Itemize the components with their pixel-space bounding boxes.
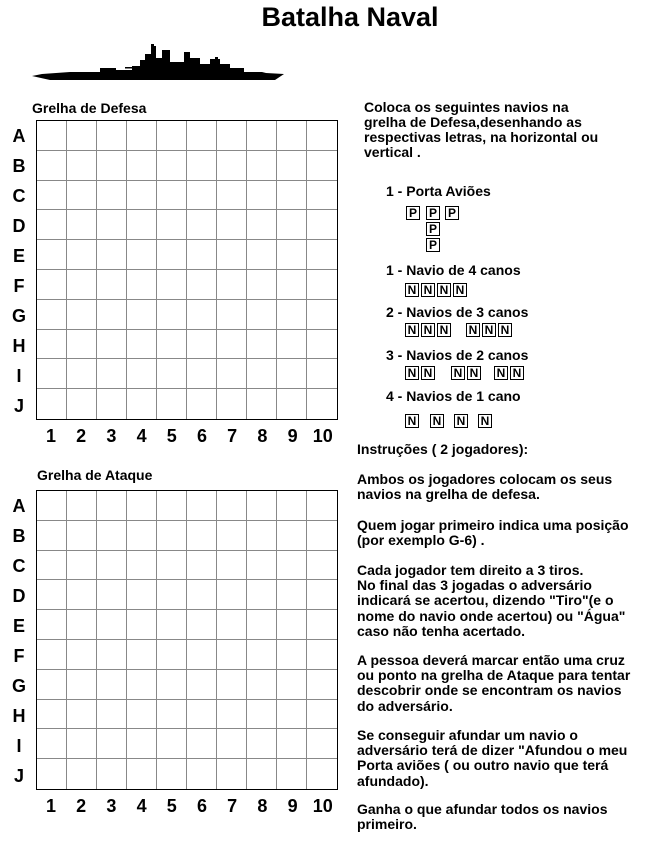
defense-grid-cell[interactable] [157, 210, 187, 240]
defense-grid-cell[interactable] [67, 359, 97, 389]
defense-grid-cell[interactable] [277, 121, 307, 151]
attack-grid-cell[interactable] [187, 729, 217, 759]
attack-grid-cell[interactable] [187, 521, 217, 551]
attack-grid-cell[interactable] [307, 610, 337, 640]
attack-grid-cell[interactable] [157, 670, 187, 700]
col-label: 6 [196, 796, 207, 816]
defense-grid-cell[interactable] [127, 359, 157, 389]
defense-grid-cell[interactable] [247, 210, 277, 240]
attack-grid-cell[interactable] [277, 551, 307, 581]
row-label: C [12, 556, 26, 576]
defense-grid-cell[interactable] [187, 389, 217, 419]
row-label: F [13, 646, 25, 666]
defense-grid-cell[interactable] [187, 359, 217, 389]
attack-grid-cell[interactable] [37, 729, 67, 759]
defense-grid-cell[interactable] [127, 270, 157, 300]
defense-grid-cell[interactable] [157, 181, 187, 211]
ship-cell: N [421, 323, 435, 337]
attack-grid[interactable] [36, 490, 338, 790]
defense-grid-cell[interactable] [307, 359, 337, 389]
attack-grid-cell[interactable] [37, 640, 67, 670]
defense-grid-cell[interactable] [277, 389, 307, 419]
attack-grid-cell[interactable] [127, 580, 157, 610]
defense-grid-cell[interactable] [277, 300, 307, 330]
defense-grid-cell[interactable] [217, 151, 247, 181]
defense-grid-cell[interactable] [307, 210, 337, 240]
defense-grid-cell[interactable] [97, 389, 127, 419]
row-label: J [13, 396, 24, 416]
attack-grid-cell[interactable] [187, 551, 217, 581]
defense-grid-cell[interactable] [37, 151, 67, 181]
attack-grid-cell[interactable] [307, 759, 337, 789]
defense-grid-cell[interactable] [97, 151, 127, 181]
attack-grid-cell[interactable] [187, 491, 217, 521]
col-label: 5 [166, 796, 177, 816]
col-label: 9 [287, 426, 298, 446]
attack-grid-cell[interactable] [37, 670, 67, 700]
attack-grid-cell[interactable] [97, 580, 127, 610]
defense-grid-cell[interactable] [277, 359, 307, 389]
attack-grid-cell[interactable] [67, 551, 97, 581]
defense-grid-cell[interactable] [217, 270, 247, 300]
attack-grid-cell[interactable] [277, 580, 307, 610]
defense-grid-cell[interactable] [127, 300, 157, 330]
intro-text: Coloca os seguintes navios na grelha de Defesa,desenhando as respectivas letras, na horizontal ou vertical . [364, 99, 599, 160]
attack-grid-cell[interactable] [217, 491, 247, 521]
defense-grid-cell[interactable] [247, 359, 277, 389]
defense-grid-cell[interactable] [97, 121, 127, 151]
defense-grid-cell[interactable] [37, 121, 67, 151]
attack-grid-cell[interactable] [307, 551, 337, 581]
defense-grid-cell[interactable] [247, 270, 277, 300]
defense-grid-cell[interactable] [217, 389, 247, 419]
col-label: 3 [106, 426, 117, 446]
col-label: 7 [227, 796, 238, 816]
defense-grid-cell[interactable] [67, 300, 97, 330]
attack-grid-cell[interactable] [247, 729, 277, 759]
row-label: B [12, 156, 26, 176]
attack-grid-cell[interactable] [247, 580, 277, 610]
attack-grid-cell[interactable] [277, 610, 307, 640]
instructions-paragraph: Quem jogar primeiro indica uma posição (por exemplo G-6) . [357, 517, 629, 549]
attack-grid-cell[interactable] [67, 580, 97, 610]
attack-grid-cell[interactable] [247, 521, 277, 551]
attack-grid-cell[interactable] [307, 729, 337, 759]
defense-grid-cell[interactable] [37, 359, 67, 389]
defense-grid-cell[interactable] [247, 121, 277, 151]
defense-grid-cell[interactable] [247, 389, 277, 419]
attack-grid-cell[interactable] [157, 610, 187, 640]
attack-grid-cell[interactable] [127, 491, 157, 521]
ship-cell: N [454, 414, 468, 428]
defense-grid-cell[interactable] [97, 240, 127, 270]
defense-grid-cell[interactable] [97, 300, 127, 330]
attack-grid-cell[interactable] [37, 610, 67, 640]
defense-grid-cell[interactable] [217, 240, 247, 270]
attack-grid-cell[interactable] [97, 521, 127, 551]
attack-grid-cell[interactable] [127, 700, 157, 730]
attack-grid-cell[interactable] [97, 610, 127, 640]
ship-cell: N [437, 323, 451, 337]
attack-grid-cell[interactable] [187, 580, 217, 610]
defense-grid-cell[interactable] [127, 181, 157, 211]
attack-grid-cell[interactable] [277, 729, 307, 759]
instructions-paragraph: Ambos os jogadores colocam os seus navios na grelha de defesa. [357, 471, 613, 503]
attack-grid-cell[interactable] [67, 610, 97, 640]
ship-cell: N [430, 414, 444, 428]
ship-cell: P [406, 206, 420, 220]
attack-grid-cell[interactable] [247, 551, 277, 581]
attack-grid-cell[interactable] [97, 729, 127, 759]
instructions-paragraph: Ganha o que afundar todos os navios primeiro. [357, 801, 608, 833]
defense-grid-cell[interactable] [97, 330, 127, 360]
ship-cell: N [405, 414, 419, 428]
attack-grid-cell[interactable] [67, 640, 97, 670]
col-label: 6 [196, 426, 207, 446]
row-label: H [12, 336, 26, 356]
defense-grid-cell[interactable] [97, 210, 127, 240]
attack-grid-cell[interactable] [127, 551, 157, 581]
attack-grid-cell[interactable] [67, 670, 97, 700]
ship-cell: N [466, 323, 480, 337]
row-label: D [12, 586, 26, 606]
defense-grid-cell[interactable] [307, 389, 337, 419]
attack-grid-cell[interactable] [307, 580, 337, 610]
attack-grid-cell[interactable] [67, 521, 97, 551]
defense-grid-cell[interactable] [277, 330, 307, 360]
defense-grid-cell[interactable] [97, 181, 127, 211]
attack-grid-cell[interactable] [67, 700, 97, 730]
defense-grid-cell[interactable] [187, 330, 217, 360]
attack-grid-cell[interactable] [127, 610, 157, 640]
ship-cell: N [482, 323, 496, 337]
ship-cell: N [467, 366, 481, 380]
attack-grid-cell[interactable] [187, 670, 217, 700]
defense-grid-cell[interactable] [187, 181, 217, 211]
attack-grid-cell[interactable] [307, 700, 337, 730]
col-label: 9 [287, 796, 298, 816]
defense-grid-title: Grelha de Defesa [32, 100, 147, 116]
attack-grid-cell[interactable] [37, 491, 67, 521]
col-label: 8 [257, 796, 268, 816]
attack-grid-cell[interactable] [247, 759, 277, 789]
attack-grid-cell[interactable] [97, 551, 127, 581]
attack-grid-cell[interactable] [97, 700, 127, 730]
attack-grid-title: Grelha de Ataque [37, 467, 153, 483]
defense-grid-cell[interactable] [37, 300, 67, 330]
defense-grid-cell[interactable] [247, 330, 277, 360]
battleship-icon [30, 42, 285, 90]
defense-grid-cell[interactable] [157, 151, 187, 181]
col-label: 4 [136, 796, 147, 816]
attack-grid-cell[interactable] [307, 491, 337, 521]
attack-grid-cell[interactable] [307, 670, 337, 700]
col-label: 10 [312, 426, 333, 446]
defense-grid-cell[interactable] [67, 151, 97, 181]
defense-grid-cell[interactable] [277, 181, 307, 211]
attack-grid-cell[interactable] [277, 521, 307, 551]
row-label: J [13, 766, 24, 786]
defense-grid-cell[interactable] [217, 210, 247, 240]
attack-grid-cell[interactable] [187, 759, 217, 789]
ship-cell: N [451, 366, 465, 380]
defense-grid-cell[interactable] [157, 270, 187, 300]
row-label: B [12, 526, 26, 546]
attack-grid-cell[interactable] [97, 670, 127, 700]
row-label: E [12, 616, 25, 636]
ship-one-label: 4 - Navios de 1 cano [386, 388, 521, 404]
attack-grid-cell[interactable] [217, 580, 247, 610]
defense-grid-cell[interactable] [157, 330, 187, 360]
defense-grid-cell[interactable] [217, 181, 247, 211]
attack-grid-cell[interactable] [277, 759, 307, 789]
defense-grid-cell[interactable] [67, 330, 97, 360]
defense-grid[interactable] [36, 120, 338, 420]
defense-grid-cell[interactable] [187, 121, 217, 151]
defense-grid-cell[interactable] [277, 240, 307, 270]
attack-grid-cell[interactable] [37, 580, 67, 610]
attack-grid-cell[interactable] [127, 729, 157, 759]
attack-grid-cell[interactable] [157, 521, 187, 551]
attack-grid-cell[interactable] [157, 759, 187, 789]
defense-grid-cell[interactable] [157, 389, 187, 419]
defense-grid-cell[interactable] [127, 210, 157, 240]
col-label: 2 [76, 426, 87, 446]
defense-grid-cell[interactable] [217, 121, 247, 151]
attack-grid-cell[interactable] [157, 491, 187, 521]
row-label: A [12, 496, 26, 516]
defense-grid-cell[interactable] [37, 210, 67, 240]
ship-three-label: 2 - Navios de 3 canos [386, 304, 529, 320]
defense-grid-cell[interactable] [307, 181, 337, 211]
defense-grid-cell[interactable] [127, 151, 157, 181]
attack-grid-cell[interactable] [217, 640, 247, 670]
ship-cell: N [510, 366, 524, 380]
attack-grid-cell[interactable] [157, 640, 187, 670]
col-label: 8 [257, 426, 268, 446]
defense-grid-cell[interactable] [277, 151, 307, 181]
defense-grid-cell[interactable] [307, 330, 337, 360]
instructions-paragraph: Se conseguir afundar um navio o adversário terá de dizer "Afundou o meu Porta aviões ( ou outro navio que terá afundado). [357, 727, 628, 789]
attack-grid-cell[interactable] [217, 670, 247, 700]
defense-grid-cell[interactable] [157, 240, 187, 270]
attack-grid-cell[interactable] [217, 700, 247, 730]
defense-grid-cell[interactable] [277, 270, 307, 300]
attack-grid-cell[interactable] [37, 521, 67, 551]
defense-grid-cell[interactable] [127, 389, 157, 419]
attack-grid-cell[interactable] [157, 551, 187, 581]
defense-grid-cell[interactable] [217, 359, 247, 389]
attack-grid-cell[interactable] [277, 640, 307, 670]
row-label: G [11, 676, 26, 696]
attack-grid-cell[interactable] [157, 700, 187, 730]
defense-grid-cell[interactable] [37, 389, 67, 419]
defense-grid-cell[interactable] [97, 359, 127, 389]
ship-cell: N [437, 283, 451, 297]
defense-grid-cell[interactable] [307, 240, 337, 270]
defense-grid-cell[interactable] [307, 121, 337, 151]
col-label: 1 [45, 796, 56, 816]
col-label: 1 [45, 426, 56, 446]
defense-grid-cell[interactable] [67, 210, 97, 240]
attack-grid-cell[interactable] [217, 729, 247, 759]
defense-grid-cell[interactable] [247, 181, 277, 211]
attack-grid-cell[interactable] [247, 670, 277, 700]
defense-grid-cell[interactable] [67, 240, 97, 270]
col-label: 4 [136, 426, 147, 446]
defense-grid-cell[interactable] [247, 151, 277, 181]
defense-grid-cell[interactable] [187, 270, 217, 300]
attack-grid-cell[interactable] [37, 551, 67, 581]
attack-grid-cell[interactable] [247, 491, 277, 521]
ship-cell: P [445, 206, 459, 220]
row-label: F [13, 276, 25, 296]
page-title: Batalha Naval [261, 2, 439, 32]
ship-cell: N [421, 366, 435, 380]
attack-grid-cell[interactable] [127, 521, 157, 551]
row-label: E [12, 246, 25, 266]
defense-grid-cell[interactable] [97, 270, 127, 300]
defense-grid-cell[interactable] [157, 121, 187, 151]
defense-grid-cell[interactable] [37, 270, 67, 300]
row-label: D [12, 216, 26, 236]
attack-grid-cell[interactable] [217, 521, 247, 551]
ship-cell: P [426, 206, 440, 220]
defense-grid-cell[interactable] [37, 240, 67, 270]
defense-grid-cell[interactable] [187, 300, 217, 330]
row-label: A [12, 126, 26, 146]
defense-grid-cell[interactable] [157, 300, 187, 330]
instructions-heading: Instruções ( 2 jogadores): [357, 441, 529, 457]
ship-cell: P [426, 238, 440, 252]
col-label: 7 [227, 426, 238, 446]
row-label: I [16, 736, 22, 756]
attack-grid-cell[interactable] [37, 759, 67, 789]
defense-grid-cell[interactable] [127, 121, 157, 151]
attack-grid-cell[interactable] [157, 580, 187, 610]
defense-grid-cell[interactable] [127, 330, 157, 360]
attack-grid-cell[interactable] [187, 700, 217, 730]
attack-grid-cell[interactable] [247, 610, 277, 640]
col-label: 3 [106, 796, 117, 816]
attack-grid-cell[interactable] [187, 610, 217, 640]
attack-grid-cell[interactable] [67, 729, 97, 759]
defense-grid-cell[interactable] [157, 359, 187, 389]
attack-grid-cell[interactable] [187, 640, 217, 670]
row-label: G [11, 306, 26, 326]
ship-cell: N [478, 414, 492, 428]
attack-grid-cell[interactable] [307, 640, 337, 670]
defense-grid-cell[interactable] [307, 270, 337, 300]
attack-grid-cell[interactable] [97, 759, 127, 789]
ship-two-label: 3 - Navios de 2 canos [386, 347, 529, 363]
attack-grid-cell[interactable] [97, 491, 127, 521]
defense-grid-cell[interactable] [67, 121, 97, 151]
col-label: 10 [312, 796, 333, 816]
attack-grid-cell[interactable] [217, 551, 247, 581]
defense-grid-cell[interactable] [217, 330, 247, 360]
attack-grid-cell[interactable] [37, 700, 67, 730]
attack-grid-cell[interactable] [97, 640, 127, 670]
ship-cell: N [494, 366, 508, 380]
defense-grid-cell[interactable] [247, 300, 277, 330]
attack-grid-cell[interactable] [277, 700, 307, 730]
attack-grid-cell[interactable] [277, 670, 307, 700]
defense-grid-cell[interactable] [187, 240, 217, 270]
defense-grid-cell[interactable] [187, 210, 217, 240]
ship-carrier-label: 1 - Porta Aviões [386, 183, 491, 199]
attack-grid-cell[interactable] [247, 700, 277, 730]
defense-grid-cell[interactable] [127, 240, 157, 270]
defense-grid-cell[interactable] [307, 300, 337, 330]
col-label: 2 [76, 796, 87, 816]
attack-grid-cell[interactable] [217, 759, 247, 789]
instructions-paragraph: A pessoa deverá marcar então uma cruz ou ponto na grelha de Ataque para tentar descobrir onde se encontram os navios do adversário. [357, 652, 631, 714]
attack-grid-cell[interactable] [127, 670, 157, 700]
ship-cell: N [421, 283, 435, 297]
attack-grid-cell[interactable] [127, 640, 157, 670]
row-label: H [12, 706, 26, 726]
defense-grid-cell[interactable] [217, 300, 247, 330]
attack-grid-cell[interactable] [67, 491, 97, 521]
defense-grid-cell[interactable] [187, 151, 217, 181]
attack-grid-cell[interactable] [127, 759, 157, 789]
ship-cell: N [405, 366, 419, 380]
attack-grid-cell[interactable] [307, 521, 337, 551]
attack-grid-cell[interactable] [157, 729, 187, 759]
defense-grid-cell[interactable] [67, 181, 97, 211]
defense-grid-cell[interactable] [37, 181, 67, 211]
row-label: C [12, 186, 26, 206]
defense-grid-cell[interactable] [247, 240, 277, 270]
defense-grid-cell[interactable] [307, 151, 337, 181]
ship-four-label: 1 - Navio de 4 canos [386, 262, 521, 278]
defense-grid-cell[interactable] [67, 389, 97, 419]
ship-cell: P [426, 222, 440, 236]
row-label: I [16, 366, 22, 386]
attack-grid-cell[interactable] [217, 610, 247, 640]
col-label: 5 [166, 426, 177, 446]
ship-cell: N [453, 283, 467, 297]
ship-cell: N [498, 323, 512, 337]
attack-grid-cell[interactable] [247, 640, 277, 670]
defense-grid-cell[interactable] [37, 330, 67, 360]
attack-grid-cell[interactable] [277, 491, 307, 521]
attack-grid-cell[interactable] [67, 759, 97, 789]
ship-cell: N [405, 283, 419, 297]
ship-cell: N [405, 323, 419, 337]
instructions-paragraph: Cada jogador tem direito a 3 tiros. No final das 3 jogadas o adversário indicará se acertou, dizendo "Tiro"(e o nome do navio onde acertou) ou "Água" caso não tenha acertado. [357, 562, 626, 639]
defense-grid-cell[interactable] [67, 270, 97, 300]
defense-grid-cell[interactable] [277, 210, 307, 240]
